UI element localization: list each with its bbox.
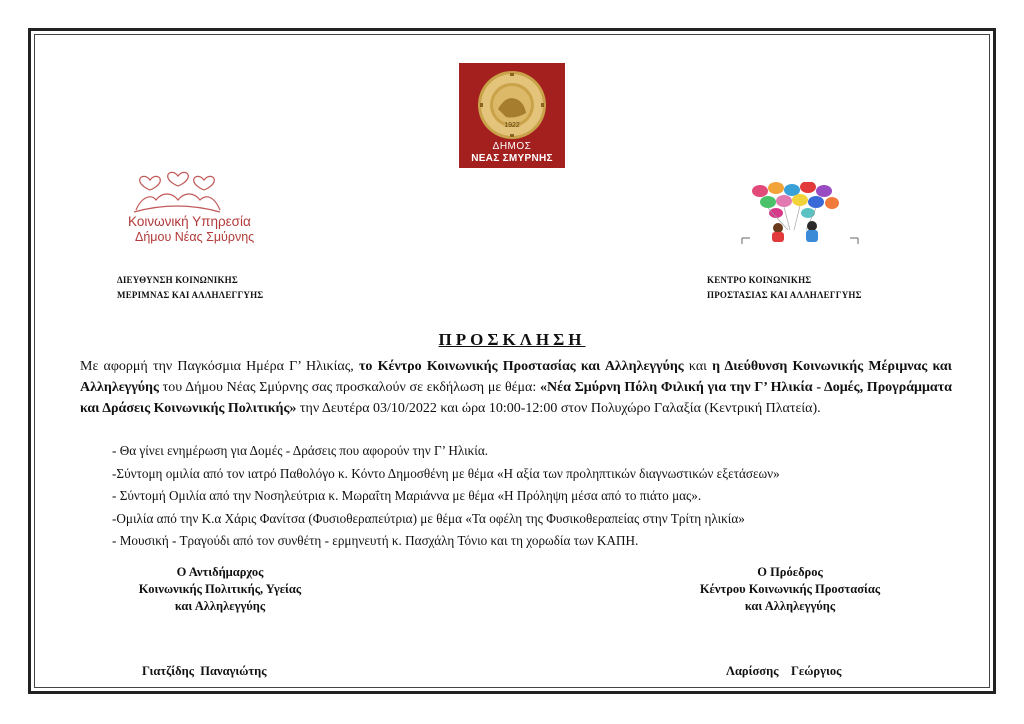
body-text-4: την Δευτέρα 03/10/2022 και ώρα 10:00-12:00 στον Πολυχώρο Γαλαξία (Κεντρική Πλατεία). — [296, 401, 821, 416]
people-hearts-icon — [132, 170, 222, 214]
municipality-logo-line1: ΔΗΜΟΣ — [492, 141, 532, 152]
program-list — [112, 440, 780, 553]
municipality-logo-line2: ΝΕΑΣ ΣΜΥΡΝΗΣ — [471, 153, 553, 164]
signature-right-name: Λαρίσσης Γεώργιος — [726, 664, 842, 678]
seal-year: 1922 — [504, 122, 520, 129]
body-text-3: του Δήμου Νέας Σμύρνης σας προσκαλούν σε εκδήλωση με θέμα: — [158, 380, 541, 395]
social-service-logo — [118, 170, 278, 250]
social-service-subtitle: Δήμου Νέας Σμύρνης — [135, 230, 255, 244]
list-item: - Μουσική - Τραγούδι από τον συνθέτη - ερμηνευτή κ. Πασχάλη Τόνιο και τη χορωδία των ΚΑΠΗ. — [112, 533, 639, 548]
right-department-heading — [707, 273, 862, 303]
right-department-line1: ΚΕΝΤΡΟ ΚΟΙΝΩΝΙΚΗΣ — [707, 275, 812, 285]
list-item: - Θα γίνει ενημέρωση για Δομές - Δράσεις που αφορούν την Γ’ Ηλικία. — [112, 443, 489, 458]
body-text-1: Με αφορμή την Παγκόσμια Ημέρα Γ’ Ηλικίας, — [80, 359, 359, 374]
social-service-name: Κοινωνική Υπηρεσία — [128, 214, 251, 229]
invitation-body — [80, 356, 952, 419]
balloons-icon — [738, 182, 862, 252]
signature-right-line1: Ο Πρόεδρος — [757, 565, 823, 579]
left-department-heading — [117, 273, 263, 303]
signature-left-line2: Κοινωνικής Πολιτικής, Υγείας — [138, 582, 302, 596]
balloons-children-illustration — [738, 182, 862, 252]
municipality-seal-icon — [476, 69, 548, 141]
signature-left-line3: και Αλληλεγγύης — [174, 599, 266, 613]
list-item: -Σύντομη ομιλία από τον ιατρό Παθολόγο κ. Κόντο Δημοσθένη με θέμα «Η αξία των προληπτικών διαγνωστικών εξετάσεων» — [112, 465, 780, 481]
body-bold-1: το Κέντρο Κοινωνικής Προστασίας και Αλληλεγγύης — [358, 359, 684, 374]
body-text-2: και — [683, 359, 713, 374]
signature-right-title — [680, 564, 900, 615]
list-item: -Ομιλία από την Κ.α Χάρις Φανίτσα (Φυσιοθεραπεύτρια) με θέμα «Τα οφέλη της Φυσικοθεραπείας στην Τρίτη ηλικία» — [112, 510, 745, 526]
left-department-line1: ΔΙΕΥΘΥΝΣΗ ΚΟΙΝΩΝΙΚΗΣ — [117, 275, 238, 285]
signature-left-title — [110, 564, 330, 615]
body-bold-3: «Νέα Σμύρνη Πόλη Φιλική για την Γ’ Ηλικία - Δομές, Προγράμματα και Δράσεις Κοινωνικής Πολιτικής» — [80, 380, 952, 416]
signature-left-name: Γιατζίδης Παναγιώτης — [142, 664, 267, 678]
signature-right-line2: Κέντρου Κοινωνικής Προστασίας — [699, 582, 881, 596]
municipality-logo — [459, 63, 565, 168]
list-item: - Σύντομή Ομιλία από την Νοσηλεύτρια κ. Μωραΐτη Μαριάννα με θέμα «Η Πρόληψη μέσα από το πιάτο μας». — [112, 488, 702, 503]
signature-left-line1: Ο Αντιδήμαρχος — [176, 565, 264, 579]
body-bold-2: η Διεύθυνση Κοινωνικής Μέριμνας και Αλληλεγγύης — [80, 359, 952, 395]
signature-right-line3: και Αλληλεγγύης — [744, 599, 836, 613]
invitation-title: ΠΡΟΣΚΛΗΣΗ — [438, 330, 586, 349]
left-department-line2: ΜΕΡΙΜΝΑΣ ΚΑΙ ΑΛΛΗΛΕΓΓΥΗΣ — [117, 290, 264, 300]
right-department-line2: ΠΡΟΣΤΑΣΙΑΣ ΚΑΙ ΑΛΛΗΛΕΓΓΥΗΣ — [707, 290, 862, 300]
